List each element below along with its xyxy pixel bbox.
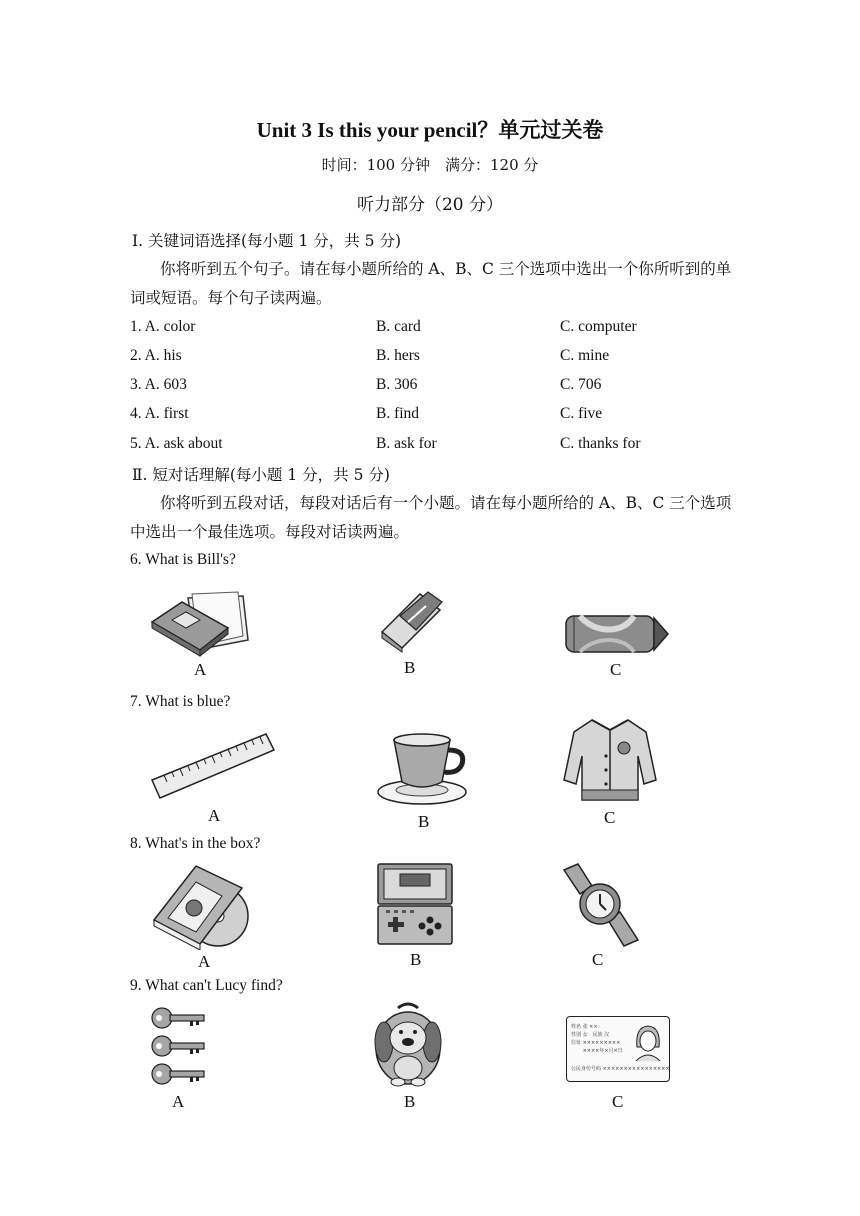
- option-label-a: A: [172, 1092, 185, 1111]
- option-row: [130, 435, 750, 461]
- notebook-icon: [148, 590, 253, 658]
- portrait-icon: [633, 1023, 663, 1061]
- option-c: C. 706: [560, 376, 602, 393]
- option-b: B. find: [376, 405, 420, 422]
- option-label-c: C: [612, 1092, 624, 1111]
- option-label-b: B: [404, 1092, 416, 1111]
- question-7: 7. What is blue?: [130, 693, 231, 710]
- question-9: 9. What can't Lucy find?: [130, 977, 283, 994]
- option-label-c: C: [604, 808, 616, 827]
- option-a: 3. A. 603: [130, 376, 187, 393]
- option-row: [130, 405, 750, 431]
- option-label-b: B: [418, 812, 430, 831]
- option-label-a: A: [194, 660, 207, 679]
- section2-instructions: 你将听到五段对话，每段对话后有一个小题。请在每小题所给的 A、B、C 三个选项中选出一个最佳选项。每段对话读两遍。: [130, 494, 732, 541]
- section1-heading: Ⅰ. 关键词语选择(每小题 1 分，共 5 分): [132, 232, 402, 250]
- option-b: B. 306: [376, 376, 418, 393]
- jacket-icon: [562, 716, 658, 804]
- id-card-line: 性别 女 民族 汉: [571, 1032, 610, 1038]
- ruler-icon: [150, 730, 278, 804]
- option-a: 2. A. his: [130, 347, 182, 364]
- part-title: 听力部分（20 分）: [356, 195, 504, 215]
- option-a: 4. A. first: [130, 405, 189, 422]
- section1-instructions: 你将听到五个句子。请在每小题所给的 A、B、C 三个选项中选出一个你所听到的单词或短语。每个句子读两遍。: [130, 260, 732, 307]
- option-c: C. thanks for: [560, 435, 641, 452]
- dog-bag-icon: [372, 1002, 444, 1088]
- id-card-line: 公民身份号码 ××××××××××××××××: [571, 1066, 670, 1072]
- id-card-line: 住址 ×××××××××: [571, 1040, 621, 1046]
- option-b: B. hers: [376, 347, 420, 364]
- teacup-icon: [376, 730, 470, 806]
- option-label-c: C: [592, 950, 604, 969]
- option-label-b: B: [404, 658, 416, 677]
- section2-heading: Ⅱ. 短对话理解(每小题 1 分，共 5 分): [132, 466, 390, 484]
- option-a: 5. A. ask about: [130, 435, 223, 452]
- option-row: [130, 318, 750, 344]
- book-cd-icon: [150, 860, 250, 950]
- option-b: B. card: [376, 318, 421, 335]
- question-8: 8. What's in the box?: [130, 835, 261, 852]
- page-title: Unit 3 Is this your pencil？单元过关卷: [256, 118, 604, 142]
- option-label-c: C: [610, 660, 622, 679]
- exam-time-info: 时间：100 分钟 满分：120 分: [321, 156, 539, 174]
- keys-icon: [150, 1004, 208, 1088]
- question-6: 6. What is Bill's?: [130, 551, 236, 568]
- option-c: C. five: [560, 405, 603, 422]
- id-card-icon: [566, 1016, 670, 1082]
- game-console-icon: [376, 862, 454, 946]
- option-a: 1. A. color: [130, 318, 196, 335]
- option-label-a: A: [198, 952, 211, 971]
- option-label-b: B: [410, 950, 422, 969]
- option-c: C. mine: [560, 347, 610, 364]
- eraser-icon: [376, 588, 446, 654]
- option-row: [130, 347, 750, 373]
- option-label-a: A: [208, 806, 221, 825]
- option-row: [130, 376, 750, 402]
- watch-icon: [560, 862, 640, 948]
- crayon-icon: [562, 612, 672, 656]
- id-card-line: ××××年×月×日: [571, 1048, 623, 1054]
- option-b: B. ask for: [376, 435, 437, 452]
- option-c: C. computer: [560, 318, 637, 335]
- id-card-line: 姓名 张 ××: [571, 1024, 598, 1030]
